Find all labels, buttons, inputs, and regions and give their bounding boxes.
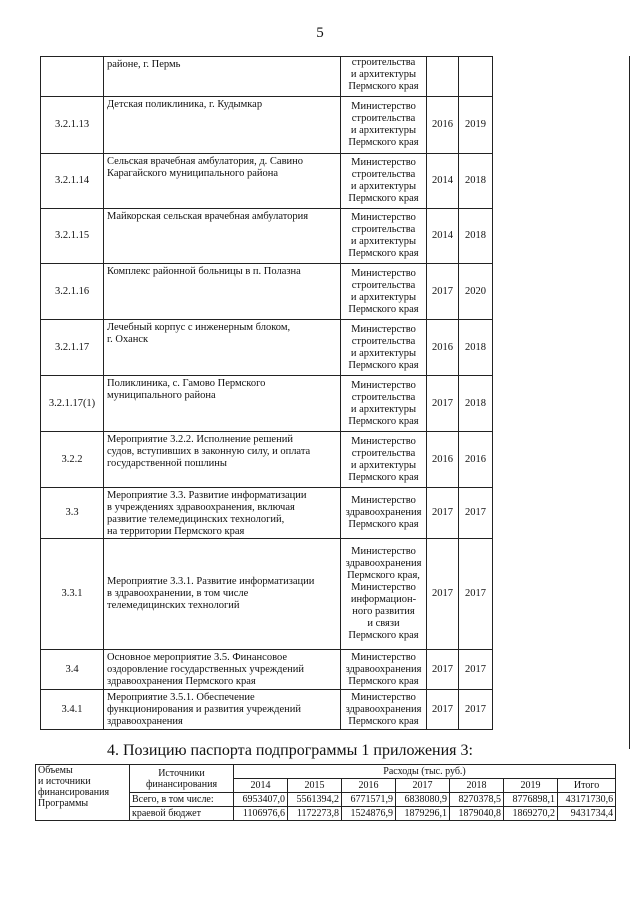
executor-cell: [341, 320, 427, 376]
text-line: здравоохранения Пермского края: [107, 676, 256, 687]
text-line: Комплекс районной больницы в п. Полазна: [107, 266, 301, 277]
activity-name-cell: [104, 690, 341, 730]
activity-name-cell: [104, 154, 341, 209]
start-year-cell: 2017: [427, 488, 459, 539]
year-header-cell: 2016: [342, 779, 396, 793]
table-row: [41, 432, 493, 488]
table-row: [41, 57, 493, 97]
text-line: строительства: [351, 447, 416, 459]
row-number-cell: 3.4: [41, 650, 104, 690]
text-line: и архитектуры: [350, 403, 417, 415]
start-year-cell: 2016: [427, 432, 459, 488]
text-line: финансирования: [145, 778, 218, 790]
start-year-cell: 2014: [427, 209, 459, 264]
text-line: Пермского края: [348, 675, 419, 687]
text-line: Объемы: [38, 765, 73, 776]
executor-cell: [341, 432, 427, 488]
start-year-cell: [427, 57, 459, 97]
amount-cell: 1879040,8: [450, 807, 504, 821]
source-cell: краевой бюджет: [130, 807, 234, 821]
text-line: Министерство: [351, 267, 416, 279]
text-line: Министерство: [351, 379, 416, 391]
start-year-cell: 2016: [427, 97, 459, 154]
row-number-cell: 3.2.1.13: [41, 97, 104, 154]
text-line: здравоохранения: [345, 663, 422, 675]
activity-name-cell: [104, 376, 341, 432]
text-line: Сельская врачебная амбулатория, д. Савино: [107, 156, 304, 167]
row-number-cell: 3.2.1.16: [41, 264, 104, 320]
amount-cell: 6771571,9: [342, 793, 396, 807]
text-line: ного развития: [352, 606, 415, 617]
text-line: строительства: [351, 169, 416, 180]
activity-name-cell: [104, 97, 341, 154]
text-line: Майкорская сельская врачебная амбулатория: [107, 211, 309, 222]
amount-cell: 8270378,5: [450, 793, 504, 807]
start-year-cell: 2017: [427, 264, 459, 320]
page-number: 5: [316, 25, 324, 41]
amount-cell: 6953407,0: [234, 793, 288, 807]
row-number-cell: 3.2.1.15: [41, 209, 104, 264]
text-line: строительства: [351, 391, 416, 403]
passport-table: [35, 764, 616, 821]
text-line: Министерство: [351, 495, 416, 506]
text-line: Пермского края: [348, 715, 419, 727]
text-line: Пермского края: [348, 471, 419, 483]
text-line: Министерство: [351, 323, 416, 335]
year-header-cell: Итого: [558, 779, 616, 793]
activities-table: [40, 56, 493, 730]
table-row: [41, 690, 493, 730]
expenses-header-cell: Расходы (тыс. руб.): [234, 765, 616, 779]
start-year-cell: 2014: [427, 154, 459, 209]
text-line: Пермского края: [348, 248, 419, 259]
table-row: [41, 264, 493, 320]
year-header-cell: 2019: [504, 779, 558, 793]
row-number-cell: [41, 57, 104, 97]
amount-cell: 1869270,2: [504, 807, 558, 821]
activity-name-cell: [104, 432, 341, 488]
text-line: государственной пошлины: [107, 458, 227, 469]
row-number-cell: 3.4.1: [41, 690, 104, 730]
source-cell: Всего, в том числе:: [130, 793, 234, 807]
end-year-cell: 2020: [459, 264, 493, 320]
table-row: [41, 539, 493, 650]
text-line: Пермского края: [348, 81, 419, 92]
text-line: телемедицинских технологий: [107, 600, 240, 611]
text-line: Пермского края: [348, 519, 419, 530]
end-year-cell: 2019: [459, 97, 493, 154]
end-year-cell: 2018: [459, 209, 493, 264]
start-year-cell: 2016: [427, 320, 459, 376]
table-row: [41, 97, 493, 154]
amount-cell: 5561394,2: [288, 793, 342, 807]
text-line: судов, вступивших в законную силу, и оплата: [107, 446, 311, 457]
text-line: и архитектуры: [350, 347, 417, 359]
executor-cell: [341, 154, 427, 209]
year-header-cell: 2014: [234, 779, 288, 793]
amount-cell: 43171730,6: [558, 793, 616, 807]
start-year-cell: 2017: [427, 376, 459, 432]
end-year-cell: 2017: [459, 539, 493, 650]
text-line: Министерство: [351, 546, 416, 557]
text-line: Источники: [158, 767, 205, 779]
text-line: Программы: [38, 798, 89, 809]
text-line: Пермского края: [348, 137, 419, 148]
table-row: [41, 650, 493, 690]
text-line: строительства: [351, 224, 416, 235]
executor-cell: [341, 57, 427, 97]
text-line: и архитектуры: [350, 125, 417, 136]
text-line: строительства: [351, 335, 416, 347]
end-year-cell: 2017: [459, 690, 493, 730]
executor-cell: [341, 97, 427, 154]
text-line: Поликлиника, с. Гамово Пермского: [107, 378, 266, 389]
text-line: оздоровление государственных учреждений: [107, 664, 304, 675]
text-line: Пермского края,: [347, 570, 420, 581]
passport-header-row: [36, 765, 616, 779]
row-number-cell: 3.3.1: [41, 539, 104, 650]
text-line: Лечебный корпус с инженерным блоком,: [107, 322, 291, 333]
end-year-cell: 2017: [459, 488, 493, 539]
text-line: Министерство: [351, 157, 416, 168]
text-line: функционирования и развития учреждений: [107, 704, 302, 715]
text-line: Мероприятие 3.2.2. Исполнение решений: [107, 434, 293, 445]
year-header-cell: 2017: [396, 779, 450, 793]
activity-name-cell: [104, 320, 341, 376]
table-row: [41, 488, 493, 539]
text-line: Министерство: [351, 651, 416, 663]
amount-cell: 1524876,9: [342, 807, 396, 821]
table-row: [41, 209, 493, 264]
text-line: Мероприятие 3.5.1. Обеспечение: [107, 692, 255, 703]
text-line: здравоохранения: [345, 703, 422, 715]
text-line: финансирования: [38, 787, 110, 798]
table-row: [41, 376, 493, 432]
text-line: Пермского края: [348, 630, 419, 641]
text-line: Мероприятие 3.3. Развитие информатизации: [107, 490, 307, 501]
text-line: строительства: [351, 57, 416, 68]
executor-cell: [341, 209, 427, 264]
text-line: Министерство: [351, 212, 416, 223]
activity-name-cell: [104, 209, 341, 264]
text-line: в учреждениях здравоохранения, включая: [107, 502, 295, 513]
text-line: на территории Пермского края: [107, 526, 245, 537]
row-number-cell: 3.2.1.14: [41, 154, 104, 209]
text-line: информацион-: [350, 594, 417, 605]
activity-name-cell: [104, 539, 341, 650]
end-year-cell: 2018: [459, 376, 493, 432]
text-line: и архитектуры: [350, 236, 417, 247]
text-line: Мероприятие 3.3.1. Развитие информатизации: [107, 576, 315, 587]
text-line: и связи: [367, 618, 400, 629]
end-year-cell: [459, 57, 493, 97]
text-line: Пермского края: [348, 359, 419, 371]
amount-cell: 1172273,8: [288, 807, 342, 821]
table-row: [41, 320, 493, 376]
year-header-cell: 2018: [450, 779, 504, 793]
text-line: здравоохранения: [107, 716, 183, 727]
text-line: Детская поликлиника, г. Кудымкар: [107, 99, 263, 110]
text-line: г. Оханск: [107, 334, 149, 345]
end-year-cell: 2018: [459, 320, 493, 376]
amount-cell: 6838080,9: [396, 793, 450, 807]
sources-header-cell: [130, 765, 234, 793]
executor-cell: [341, 539, 427, 650]
executor-cell: [341, 264, 427, 320]
row-number-cell: 3.2.1.17: [41, 320, 104, 376]
text-line: Карагайского муниципального района: [107, 168, 279, 179]
text-line: и архитектуры: [350, 291, 417, 303]
activity-name-cell: [104, 57, 341, 97]
activity-name-cell: [104, 488, 341, 539]
text-line: здравоохранения: [345, 507, 422, 518]
section-heading: 4. Позицию паспорта подпрограммы 1 приложения 3:: [107, 742, 473, 759]
year-header-cell: 2015: [288, 779, 342, 793]
start-year-cell: 2017: [427, 690, 459, 730]
text-line: и архитектуры: [350, 181, 417, 192]
executor-cell: [341, 488, 427, 539]
row-number-cell: 3.2.1.17(1): [41, 376, 104, 432]
end-year-cell: 2018: [459, 154, 493, 209]
executor-cell: [341, 376, 427, 432]
row-number-cell: 3.2.2: [41, 432, 104, 488]
passport-label-cell: [36, 765, 130, 821]
text-line: Пермского края: [348, 193, 419, 204]
text-line: Пермского края: [348, 303, 419, 315]
text-line: Министерство: [351, 101, 416, 112]
text-line: и источники: [38, 776, 91, 787]
text-line: районе, г. Пермь: [107, 59, 181, 70]
amount-cell: 9431734,4: [558, 807, 616, 821]
text-line: Пермского края: [348, 415, 419, 427]
text-line: муниципального района: [107, 390, 216, 401]
amount-cell: 1106976,6: [234, 807, 288, 821]
end-year-cell: 2017: [459, 650, 493, 690]
text-line: строительства: [351, 279, 416, 291]
start-year-cell: 2017: [427, 539, 459, 650]
amount-cell: 1879296,1: [396, 807, 450, 821]
text-line: развитие телемедицинских технологий,: [107, 514, 285, 525]
text-line: Основное мероприятие 3.5. Финансовое: [107, 652, 287, 663]
text-line: и архитектуры: [350, 69, 417, 80]
text-line: и архитектуры: [350, 459, 417, 471]
text-line: Министерство: [351, 582, 416, 593]
table-row: [41, 154, 493, 209]
text-line: Министерство: [351, 691, 416, 703]
executor-cell: [341, 650, 427, 690]
text-line: здравоохранения: [345, 558, 422, 569]
end-year-cell: 2016: [459, 432, 493, 488]
amount-cell: 8776898,1: [504, 793, 558, 807]
executor-cell: [341, 690, 427, 730]
start-year-cell: 2017: [427, 650, 459, 690]
text-line: Министерство: [351, 435, 416, 447]
text-line: в здравоохранении, в том числе: [107, 588, 249, 599]
activity-name-cell: [104, 650, 341, 690]
row-number-cell: 3.3: [41, 488, 104, 539]
text-line: строительства: [351, 113, 416, 124]
right-border-line: [629, 56, 630, 749]
activity-name-cell: [104, 264, 341, 320]
